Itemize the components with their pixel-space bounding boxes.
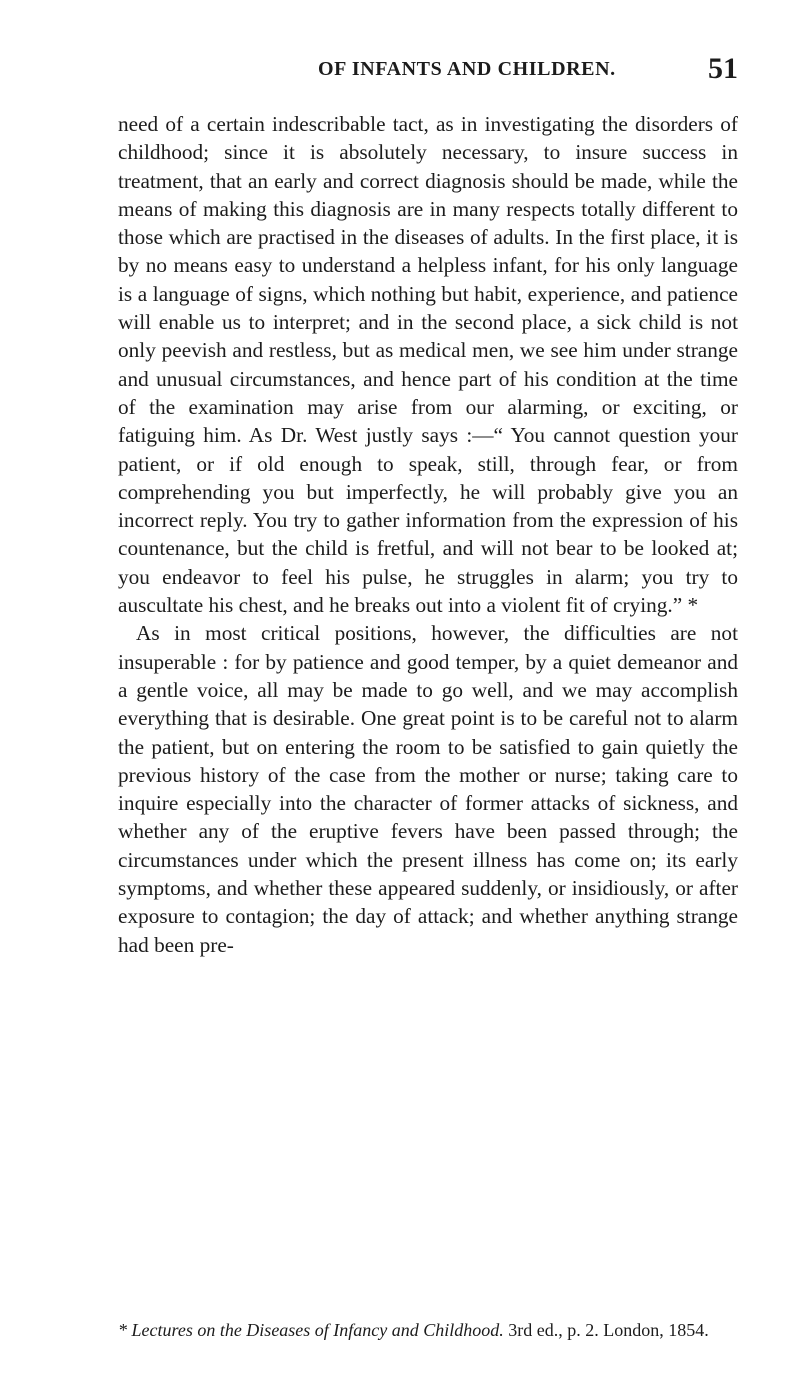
running-head [118, 52, 738, 88]
footnote-details: 3rd ed., p. 2. London, 1854. [508, 1320, 709, 1340]
running-title: OF INFANTS AND CHILDREN. [318, 58, 616, 80]
footnote-title: Lectures on the Diseases of Infancy and Childhood. [131, 1320, 504, 1340]
page-number: 51 [708, 52, 738, 85]
footnote [118, 1318, 738, 1343]
footnote-marker: * [118, 1320, 127, 1340]
paragraph: As in most critical positions, however, the difficulties are not insuperable : for by patience and good temper, by a quiet demeanor and a gentle voice, all may be made to go well, and we may accomplish everything that is desirable. One great point is to be careful not to alarm the patient, but on entering the room to be satisfied to gain quietly the previous history of the case from the mother or nurse; taking care to inquire especially into the character of former attacks of sickness, and whether any of the eruptive fevers have been passed through; the circumstances under which the present illness has come on; its early symptoms, and whether these appeared suddenly, or insidiously, or after exposure to contagion; the day of attack; and whether anything strange had been pre- [118, 621, 738, 957]
body-text [118, 110, 738, 959]
paragraph-continued: need of a certain indescribable tact, as in investigating the disorders of childhood; since it is absolutely necessary, to insure success in treatment, that an early and correct diagnosis should be made, while the means of making this diagnosis are in many respects totally different to those which are practised in the diseases of adults. In the first place, it is by no means easy to understand a helpless infant, for his only language is a language of signs, which nothing but habit, experience, and patience will enable us to interpret; and in the second place, a sick child is not only peevish and restless, but as medical men, we see him under strange and unusual circumstances, and hence part of his condition at the time of the examination may arise from our alarming, or exciting, or fatiguing him. As Dr. West justly says :—“ You cannot question your patient, or if old enough to speak, still, through fear, or from comprehending you but imperfectly, he will probably give you an incorrect reply. You try to gather information from the expression of his countenance, but the child is fretful, and will not bear to be looked at; you endeavor to feel his pulse, he struggles in alarm; you try to auscultate his chest, and he breaks out into a violent fit of crying.” * [118, 112, 738, 618]
